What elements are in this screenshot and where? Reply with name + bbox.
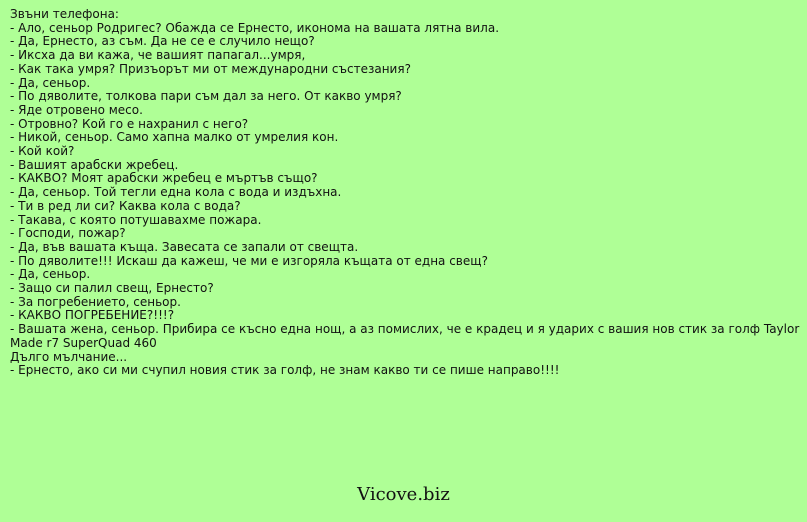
joke-line: - Да, във вашата къща. Завесата се запали от свещта. xyxy=(10,239,359,254)
joke-line: - Кой кой? xyxy=(10,144,75,159)
joke-line: - Ернесто, ако си ми счупил новия стик за голф, не знам какво ти се пише направо!!!! xyxy=(10,363,560,378)
joke-line: - Отровно? Кой го е нахранил с него? xyxy=(10,116,249,131)
joke-line: - Вашата жена, сеньор. Прибира се късно една нощ, а аз помислих, че е крадец и я ударих с вашия нов стик за голф Taylor Made r7 SuperQuad 460 xyxy=(10,322,804,350)
joke-line: - Как така умря? Призъорът ми от международни състезания? xyxy=(10,61,411,76)
joke-line: Дълго мълчание... xyxy=(10,349,128,364)
joke-line: - Ало, сеньор Родригес? Обажда се Ернесто, иконома на вашата лятна вила. xyxy=(10,20,500,35)
joke-line: - КАКВО ПОГРЕБЕНИЕ?!!!? xyxy=(10,308,175,323)
joke-line: - За погребението, сеньор. xyxy=(10,294,181,309)
joke-line: - По дяволите!!! Искаш да кажеш, че ми е изгоряла къщата от една свещ? xyxy=(10,253,488,268)
joke-line: - КАКВО? Моят арабски жребец е мъртъв също? xyxy=(10,171,318,186)
joke-line: - Да, сеньор. xyxy=(10,267,91,282)
joke-text xyxy=(10,7,804,378)
joke-line: - Да, Ернесто, аз съм. Да не се е случило нещо? xyxy=(10,34,315,49)
joke-line: - Иксха да ви кажа, че вашият папагал...умря, xyxy=(10,48,306,63)
joke-line: - Да, сеньор. Той тегли една кола с вода и издъхна. xyxy=(10,185,342,200)
joke-line: - По дяволите, толкова пари съм дал за него. От какво умря? xyxy=(10,89,402,104)
joke-line: - Никой, сеньор. Само хапна малко от умрелия кон. xyxy=(10,130,339,145)
joke-line: - Ти в ред ли си? Каква кола с вода? xyxy=(10,198,241,213)
joke-line: - Господи, пожар? xyxy=(10,226,126,241)
joke-line: Звъни телефона: xyxy=(10,7,119,21)
joke-line: - Такава, с която потушавахме пожара. xyxy=(10,212,262,227)
joke-line: - Да, сеньор. xyxy=(10,75,91,90)
joke-line: - Вашият арабски жребец. xyxy=(10,157,179,172)
joke-line: - Яде отровено месо. xyxy=(10,102,143,117)
site-watermark: Vicove.biz xyxy=(357,484,450,505)
joke-line: - Защо си палил свещ, Ернесто? xyxy=(10,281,214,296)
